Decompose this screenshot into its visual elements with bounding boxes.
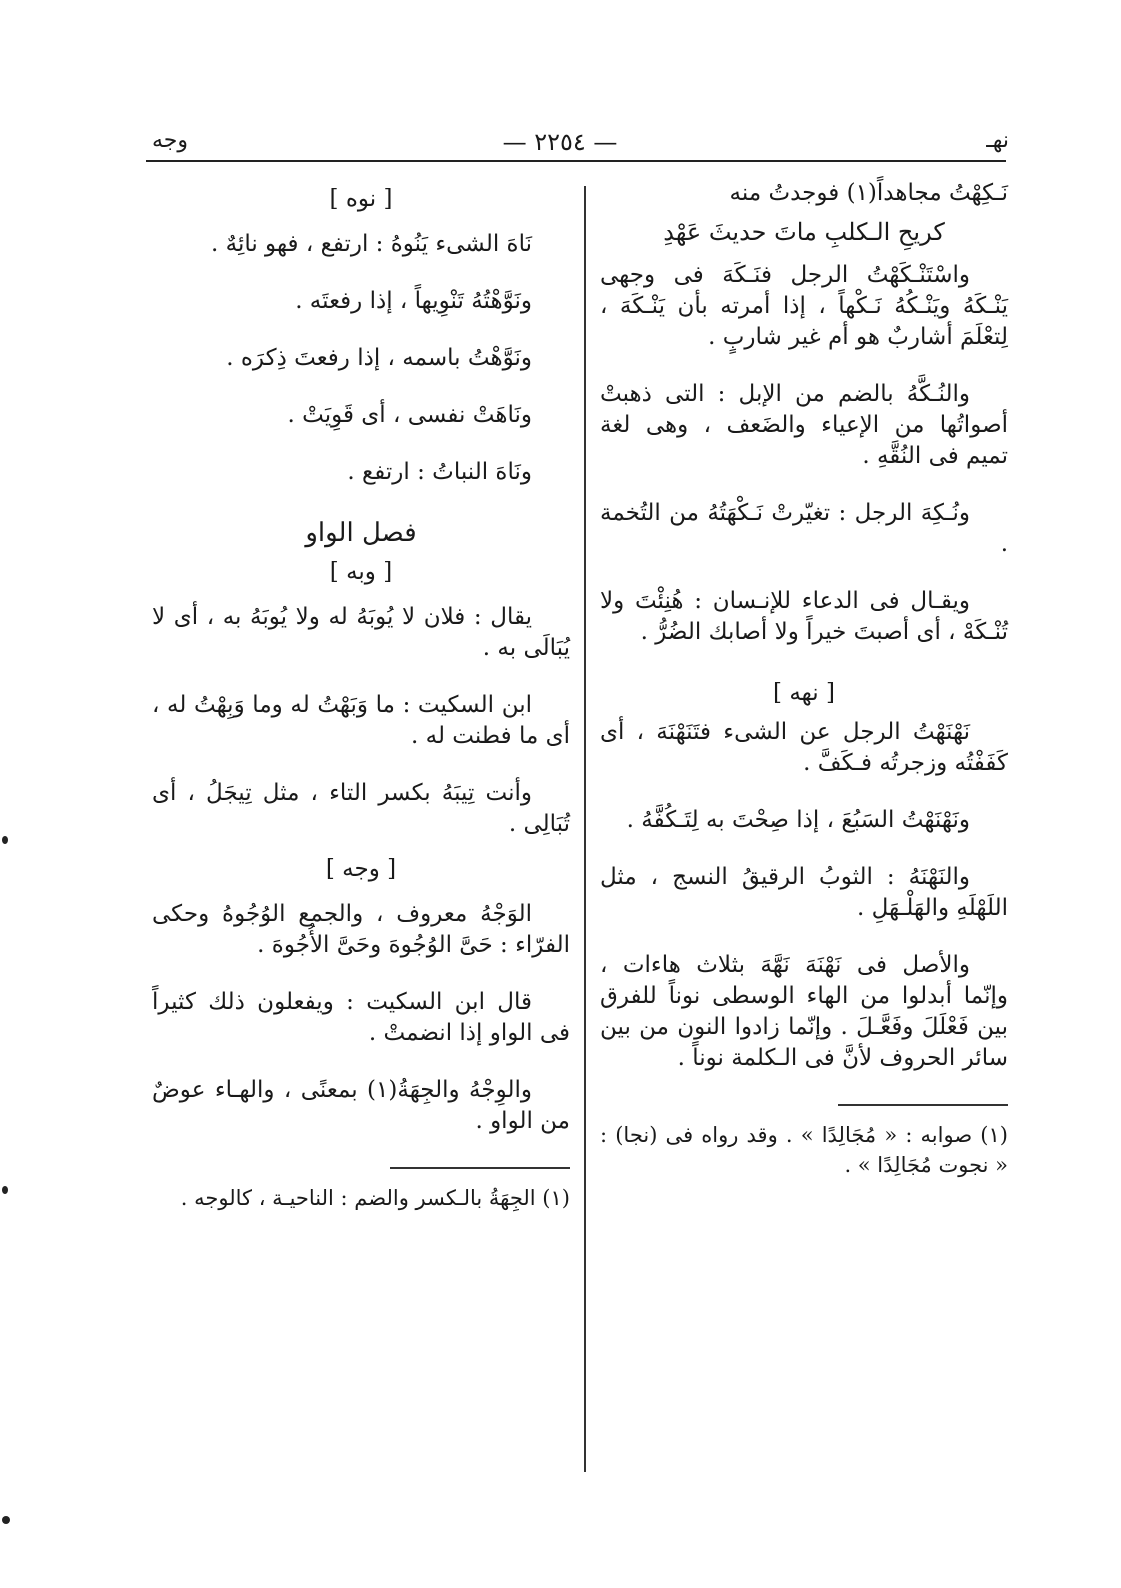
- entry-paragraph: يقال : فلان لا يُوبَهُ له ولا يُوبَهُ به ، أى لا يُبَالَى به .: [152, 604, 570, 661]
- scan-mark: [2, 836, 8, 844]
- footnote: (١) الجِهَةُ بالـكسر والضم : الناحيـة ، كالوجه .: [180, 1186, 570, 1210]
- entry-paragraph: ونَاهَتْ نفسى ، أى قَوِيَتْ .: [287, 402, 532, 428]
- entry-paragraph: والوِجْهُ والجِهَةُ(١) بمعنًى ، والهـاء عوضٌ من الواو .: [152, 1077, 570, 1134]
- entry-line: نَـكِهْتُ مجاهداً(١) فوجدتُ منه: [729, 180, 1008, 206]
- footnote-rule: [390, 1167, 570, 1169]
- entry-paragraph: الوَجْهُ معروف ، والجمع الوُجُوهُ وحكى الفرّاء : حَىَّ الوُجُوهَ وحَىَّ الأُجُوهَ .: [152, 901, 570, 958]
- entry-paragraph: والنَهْنَهُ : الثوبُ الرقيقُ النسج ، مثل اللَهْلَهِ والهَلْـهَلِ .: [600, 864, 1008, 921]
- entry-paragraph: وأنت تِيبَهُ بكسر التاء ، مثل تِيجَلُ ، أى تُبَالِى .: [152, 780, 570, 837]
- root-heading-nwh: [ نوه ]: [329, 186, 393, 212]
- section-title: فصل الواو: [305, 518, 417, 548]
- column-divider: [584, 186, 586, 1472]
- header-root-left: وجه: [152, 128, 189, 153]
- page-number: — ٢٢٥٤ —: [502, 128, 618, 156]
- entry-paragraph: والنُـكَّهُ بالضم من الإبل : التى ذهبتْ أصواتُها من الإعياء والضَعف ، وهى لغة تميم فى النُقَّهِ .: [600, 381, 1008, 469]
- scan-mark: [2, 1516, 10, 1524]
- root-heading-wjh: [ وجه ]: [325, 856, 397, 882]
- root-heading-nhh: [ نهه ]: [773, 680, 835, 706]
- entry-paragraph: ونَاهَ النباتُ : ارتفع .: [347, 459, 532, 485]
- entry-paragraph: ويقـال فى الدعاء للإنـسان : هُنِئْتَ ولا تُنْـكَهْ ، أى أصبتَ خيراً ولا أصابك الضُرُّ .: [600, 588, 1008, 645]
- footnote-rule: [838, 1104, 1008, 1106]
- header-rule: [146, 160, 1006, 162]
- right-column: [600, 178, 1008, 1180]
- entry-paragraph: والأصل فى نَهْنَهَ نَهَّهَ بثلاث هاءات ، وإنّما أبدلوا من الهاء الوسطى نوناً للفرق بين فَعْلَلَ وفَعَّـلَ . وإنّما زادوا النون من بين سائر الحروف لأنَّ فى الـكلمة نوناً .: [600, 952, 1008, 1071]
- left-column: [152, 178, 570, 1213]
- entry-paragraph: ونُـكِهَ الرجل : تغيّرتْ نَـكْهَتُهُ من التُخمة .: [600, 500, 1008, 557]
- scan-mark: [2, 1186, 8, 1194]
- poetry-verse: كريحِ الـكلبِ ماتَ حديثَ عَهْدِ: [663, 218, 945, 246]
- root-heading-wbh: [ وبه ]: [329, 559, 393, 585]
- entry-paragraph: قال ابن السكيت : ويفعلون ذلك كثيراً فى الواو إذا انضمتْ .: [152, 989, 570, 1046]
- entry-paragraph: ونَوَّهْتُهُ تَنْوِيهاً ، إذا رفعتَه .: [295, 288, 532, 314]
- entry-paragraph: نَهْنَهْتُ الرجل عن الشىء فتَنَهْنَهَ ، أى كَفَفْتُه وزجرتُه فـكَفَّ .: [600, 719, 1008, 776]
- entry-paragraph: واسْتَنْـكَهْتُ الرجل فنَـكَهَ فى وجهى يَنْـكَهُ ويَنْـكُهُ نَـكْهاً ، إذا أمرته بأن يَنْـكَهَ ، لِتعْلَمَ أشاربٌ هو أم غير شاربٍ .: [600, 262, 1008, 350]
- footnote: (١) صوابه : « مُجَالِدًا » . وقد رواه فى (نجا) : « نجوت مُجَالِدًا » .: [600, 1123, 1008, 1177]
- entry-paragraph: ونَهْنَهْتُ السَبُعَ ، إذا صِحْتَ به لِتَـكُفَّهُ .: [626, 807, 970, 833]
- header-root-right: نهـ: [986, 128, 1009, 153]
- entry-paragraph: ونَوَّهْتُ باسمه ، إذا رفعتَ ذِكرَه .: [226, 345, 532, 371]
- entry-paragraph: ابن السكيت : ما وَبَهْتُ له وما وَبِهْتُ له ، أى ما فطنت له .: [152, 692, 570, 749]
- entry-paragraph: نَاهَ الشىء يَنُوهُ : ارتفع ، فهو نائِهٌ .: [210, 231, 532, 257]
